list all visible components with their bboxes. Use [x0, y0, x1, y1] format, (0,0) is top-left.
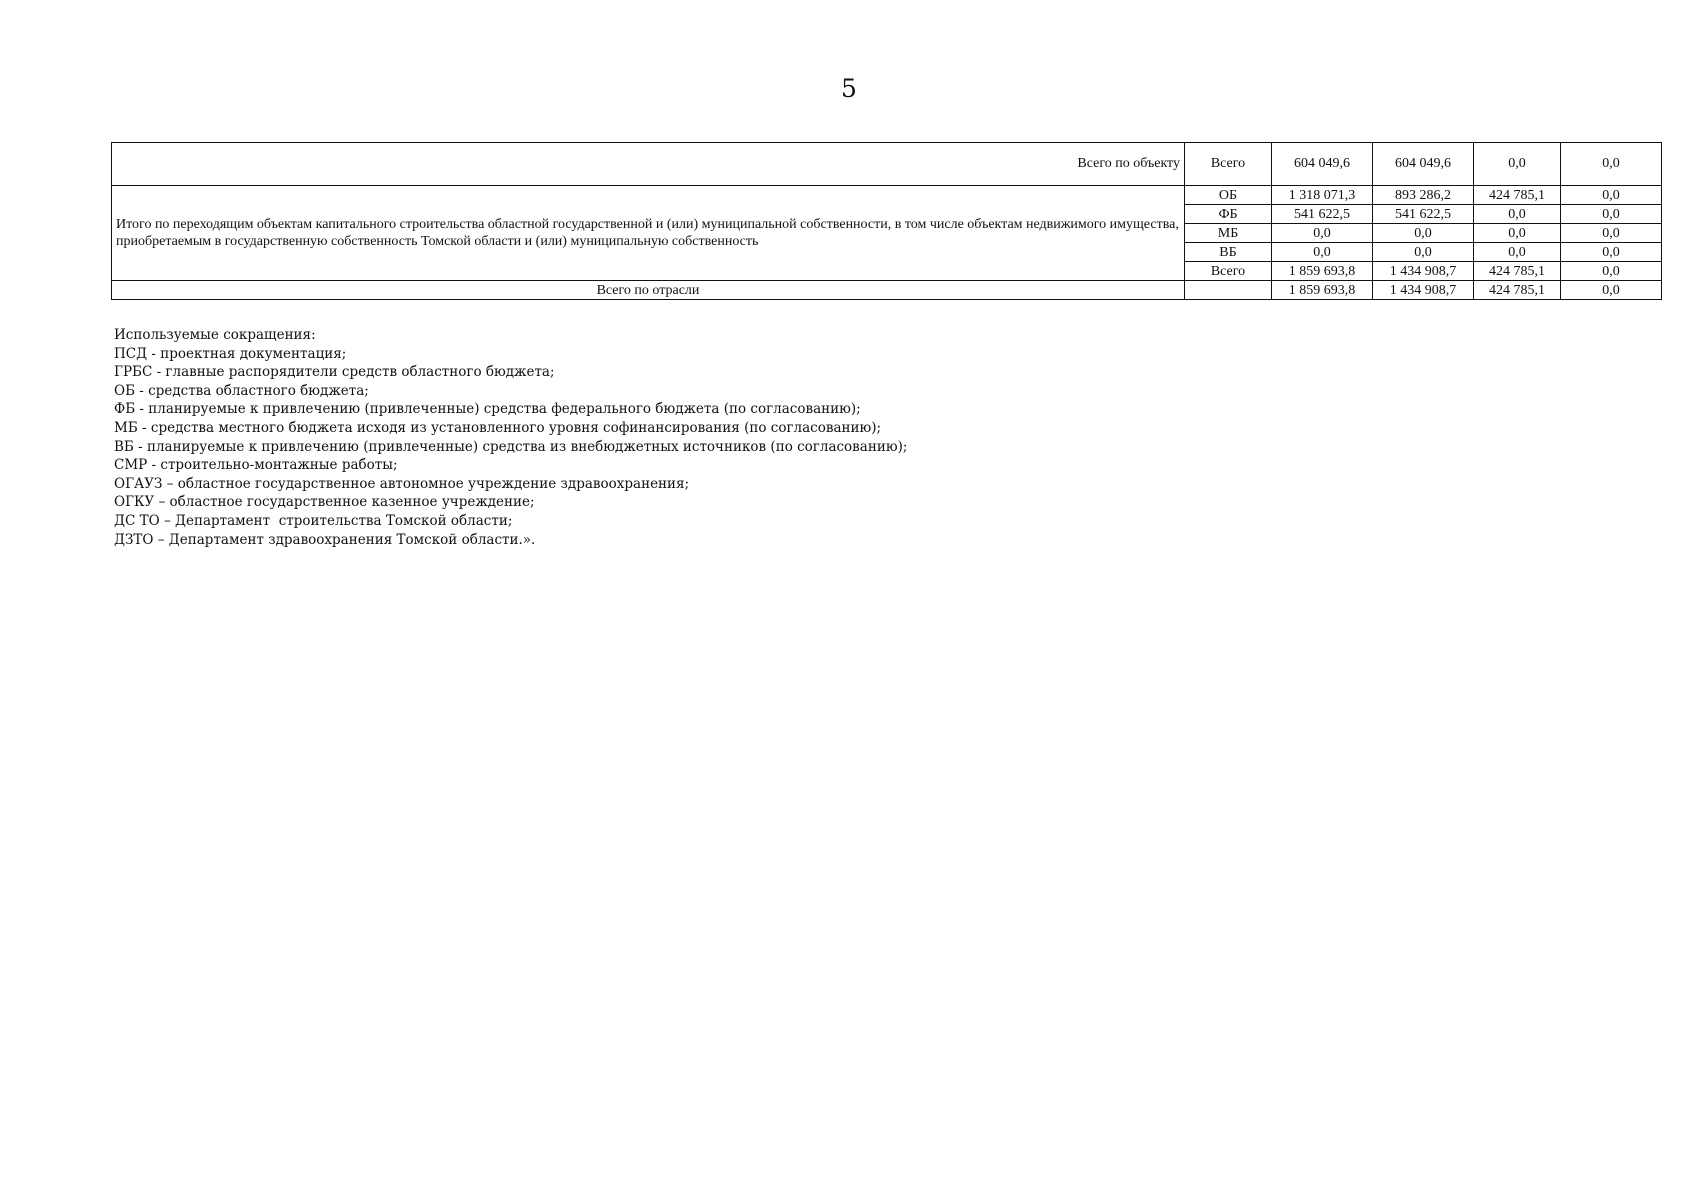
itogo-value: 0,0	[1561, 262, 1662, 281]
object-total-value-3: 0,0	[1474, 143, 1561, 186]
itogo-source: ОБ	[1185, 186, 1272, 205]
object-total-value-2: 604 049,6	[1373, 143, 1474, 186]
itogo-value: 1 859 693,8	[1272, 262, 1373, 281]
sector-total-value-4: 0,0	[1561, 281, 1662, 300]
abbreviation-item: МБ - средства местного бюджета исходя из установленного уровня софинансирования (по согласованию);	[114, 419, 882, 436]
itogo-source: МБ	[1185, 224, 1272, 243]
itogo-label: Итого по переходящим объектам капитального строительства областной государственной и (или) муниципальной собственности, в том числе объектам недвижимого имущества, приобретаемым в государственную собственность Томской области и (или) муниципальную собственность	[112, 186, 1185, 281]
itogo-source: ВБ	[1185, 243, 1272, 262]
itogo-value: 0,0	[1561, 243, 1662, 262]
itogo-value: 541 622,5	[1373, 205, 1474, 224]
itogo-value: 0,0	[1561, 205, 1662, 224]
itogo-value: 0,0	[1272, 243, 1373, 262]
abbreviation-item: ОГКУ – областное государственное казенное учреждение;	[114, 494, 535, 511]
abbreviation-item: ГРБС - главные распорядители средств областного бюджета;	[114, 364, 555, 381]
itogo-value: 0,0	[1373, 243, 1474, 262]
object-total-source: Всего	[1185, 143, 1272, 186]
abbreviation-item: ОГАУЗ – областное государственное автономное учреждение здравоохранения;	[114, 475, 690, 492]
object-total-value-4: 0,0	[1561, 143, 1662, 186]
itogo-value: 0,0	[1272, 224, 1373, 243]
itogo-value: 0,0	[1474, 224, 1561, 243]
itogo-value: 0,0	[1561, 224, 1662, 243]
abbreviation-item: СМР - строительно-монтажные работы;	[114, 457, 398, 474]
object-total-value-1: 604 049,6	[1272, 143, 1373, 186]
abbreviation-item: ПСД - проектная документация;	[114, 345, 347, 362]
sector-total-value-3: 424 785,1	[1474, 281, 1561, 300]
itogo-value: 1 434 908,7	[1373, 262, 1474, 281]
itogo-value: 0,0	[1474, 205, 1561, 224]
itogo-value: 1 318 071,3	[1272, 186, 1373, 205]
page-number: 5	[841, 74, 857, 103]
budget-table	[111, 142, 1662, 300]
itogo-value: 424 785,1	[1474, 262, 1561, 281]
itogo-value: 541 622,5	[1272, 205, 1373, 224]
object-total-label: Всего по объекту	[112, 143, 1185, 186]
abbreviation-item: ФБ - планируемые к привлечению (привлеченные) средства федерального бюджета (по согласованию);	[114, 401, 861, 418]
itogo-value: 0,0	[1561, 186, 1662, 205]
itogo-value: 0,0	[1474, 243, 1561, 262]
sector-total-value-2: 1 434 908,7	[1373, 281, 1474, 300]
itogo-source: Всего	[1185, 262, 1272, 281]
abbreviations-title: Используемые сокращения:	[114, 327, 316, 343]
sector-total-source	[1185, 281, 1272, 300]
abbreviations-section	[114, 326, 907, 549]
abbreviation-item: ДС ТО – Департамент строительства Томской области;	[114, 512, 513, 529]
abbreviation-item: ОБ - средства областного бюджета;	[114, 382, 369, 399]
abbreviation-item: ВБ - планируемые к привлечению (привлеченные) средства из внебюджетных источников (по согласованию);	[114, 438, 908, 455]
abbreviation-item: ДЗТО – Департамент здравоохранения Томской области.».	[114, 531, 536, 548]
sector-total-value-1: 1 859 693,8	[1272, 281, 1373, 300]
object-total-row	[112, 143, 1662, 186]
itogo-source: ФБ	[1185, 205, 1272, 224]
itogo-row-ob	[112, 186, 1662, 205]
sector-total-label: Всего по отрасли	[112, 281, 1185, 300]
itogo-value: 0,0	[1373, 224, 1474, 243]
sector-total-row	[112, 281, 1662, 300]
itogo-value: 424 785,1	[1474, 186, 1561, 205]
itogo-value: 893 286,2	[1373, 186, 1474, 205]
